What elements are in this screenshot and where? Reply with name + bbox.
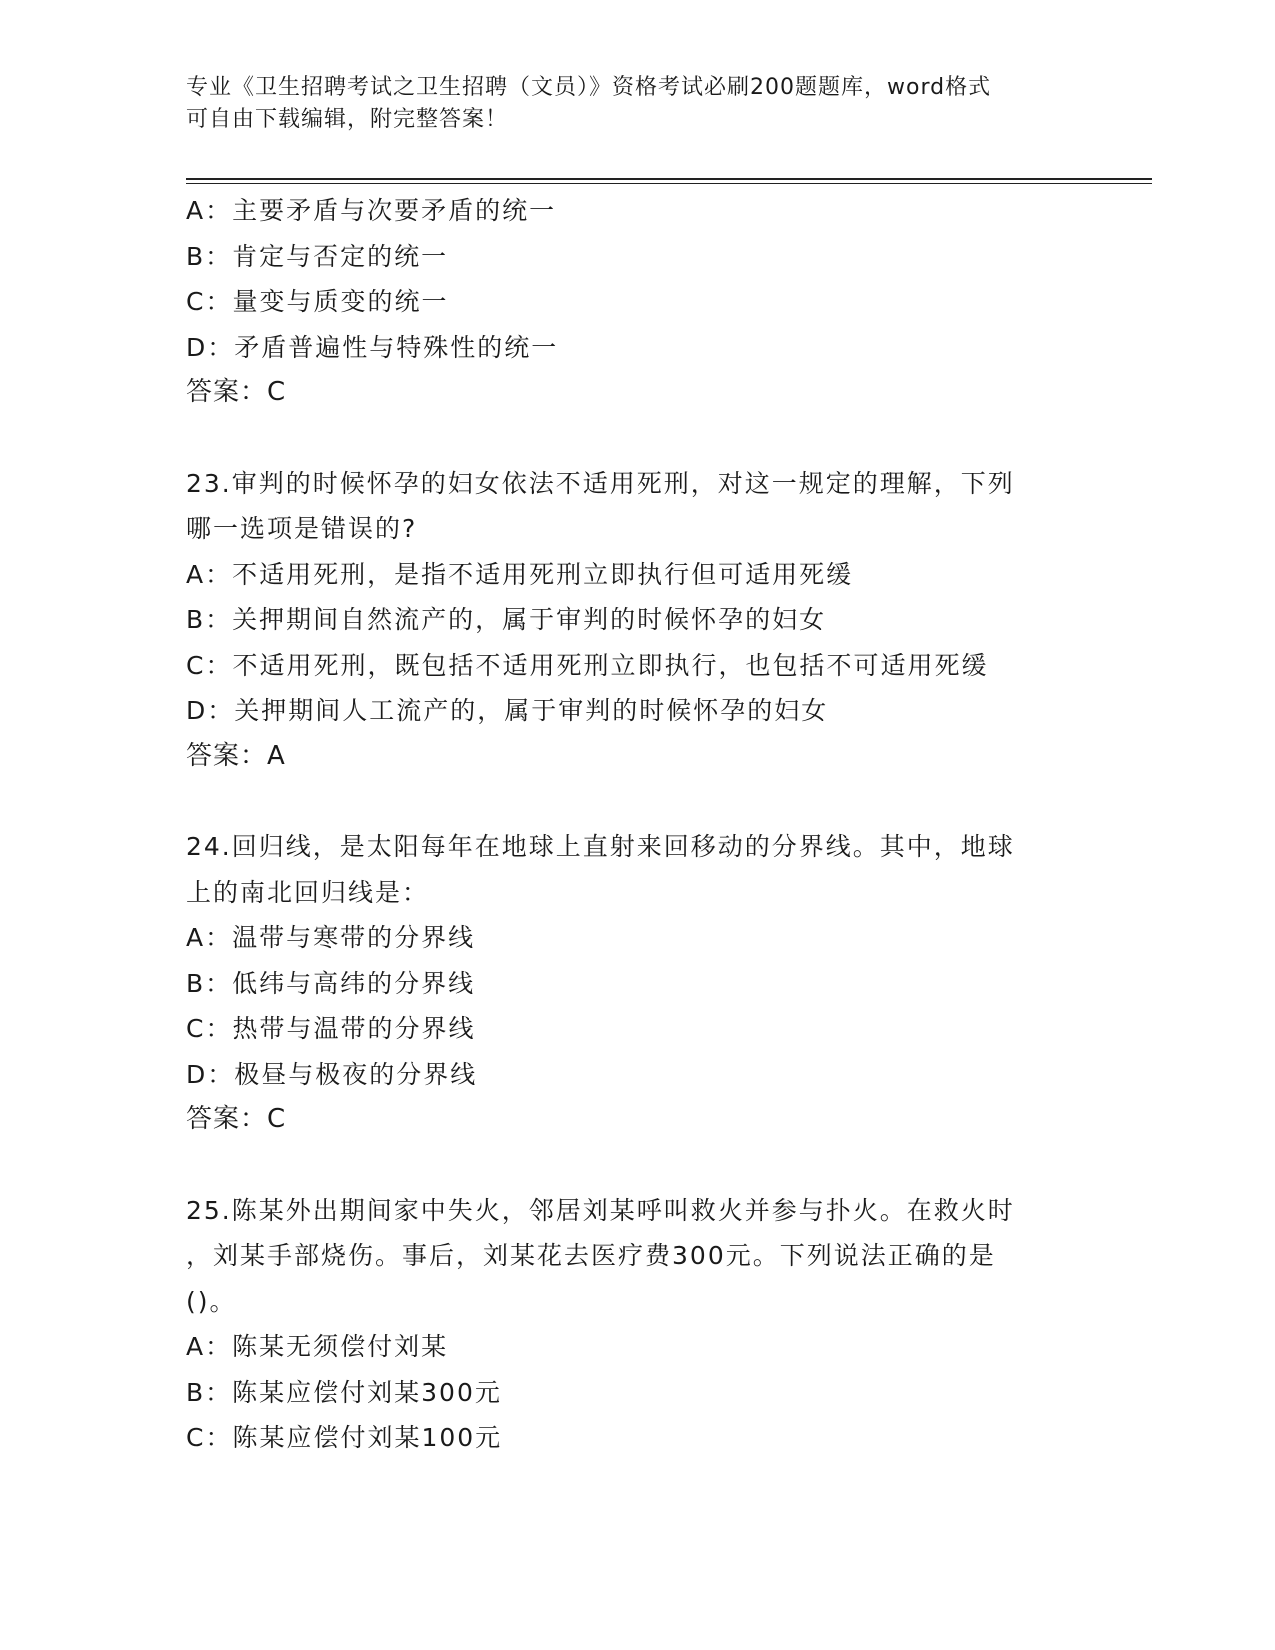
q22-option-d: D：矛盾普遍性与特殊性的统一 [186,332,559,362]
header-line-2: 可自由下载编辑，附完整答案！ [186,107,509,132]
spacer [186,779,1086,824]
header-line-1: 专业《卫生招聘考试之卫生招聘（文员）》资格考试必刷200题题库，word格式 [186,75,992,100]
q24-stem-line-1: 24.回归线，是太阳每年在地球上直射来回移动的分界线。其中，地球 [186,832,1015,861]
q22-option-c: C：量变与质变的统一 [186,287,449,316]
q23-option-d: D：关押期间人工流产的，属于审判的时候怀孕的妇女 [186,696,829,725]
q24-stem-line-2: 上的南北回归线是： [186,877,430,907]
q23-stem-line-2: 哪一选项是错误的? [186,514,418,543]
question-22 [186,188,1086,416]
q24-option-a: A：温带与寒带的分界线 [186,923,476,952]
q22-option-a: A：主要矛盾与次要矛盾的统一 [186,196,557,225]
q25-stem-line-1: 25.陈某外出期间家中失火，邻居刘某呼叫救火并参与扑火。在救火时 [186,1195,1015,1225]
q24-option-c: C：热带与温带的分界线 [186,1014,476,1043]
q22-option-b: B：肯定与否定的统一 [186,241,449,271]
q25-option-b: B：陈某应偿付刘某300元 [186,1377,502,1407]
header-rule-thick [186,178,1152,180]
question-list [186,188,1086,1461]
q24-option-b: B：低纬与高纬的分界线 [186,968,476,998]
question-25 [186,1188,1086,1461]
q25-option-c: C：陈某应偿付刘某100元 [186,1423,503,1452]
spacer [186,416,1086,461]
q24-answer: 答案：C [186,1104,287,1134]
q25-stem-line-2: ，刘某手部烧伤。事后，刘某花去医疗费300元。下列说法正确的是 [186,1241,996,1270]
q23-option-c: C：不适用死刑，既包括不适用死刑立即执行，也包括不可适用死缓 [186,650,989,680]
q23-answer: 答案：A [186,740,286,771]
q25-option-a: A：陈某无须偿付刘某 [186,1332,449,1361]
q22-answer: 答案：C [186,377,287,407]
header-rule-thin [186,183,1152,184]
q23-stem-line-1: 23.审判的时候怀孕的妇女依法不适用死刑，对这一规定的理解，下列 [186,468,1015,498]
q24-option-d: D：极昼与极夜的分界线 [186,1059,478,1089]
document-header [186,72,1066,136]
spacer [186,1143,1086,1188]
question-23 [186,461,1086,780]
question-24 [186,824,1086,1143]
q23-option-a: A：不适用死刑，是指不适用死刑立即执行但可适用死缓 [186,559,854,589]
q25-stem-line-3: ()。 [186,1286,237,1316]
q23-option-b: B：关押期间自然流产的，属于审判的时候怀孕的妇女 [186,605,827,634]
